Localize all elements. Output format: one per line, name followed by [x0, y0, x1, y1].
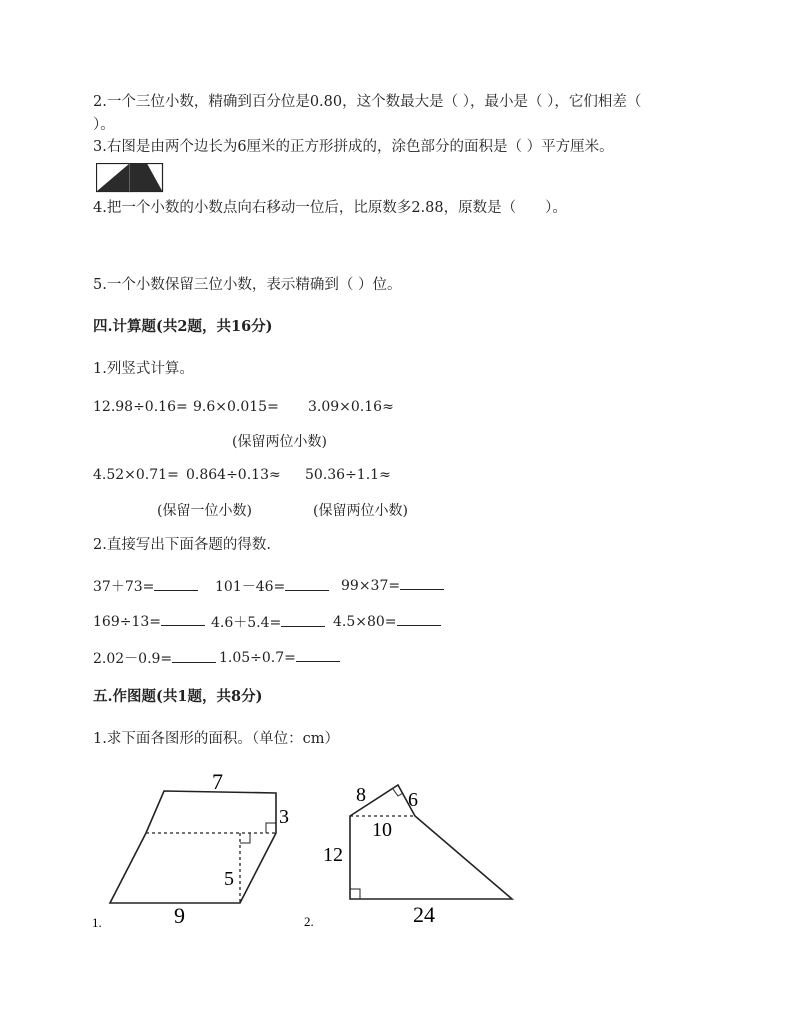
section-4-q2-title: 2.直接写出下面各题的得数. [93, 537, 271, 553]
figure-1-label-right: 3 [279, 806, 289, 828]
answer-blank [154, 577, 198, 591]
oral-item [211, 612, 325, 632]
figure-1-index: 1. [92, 915, 102, 930]
question-5: 5.一个小数保留三位小数，表示精确到（ ）位。 [93, 277, 402, 293]
calc-item: 12.98÷0.16= [93, 399, 188, 415]
section-4-title: 四.计算题(共2题，共16分) [93, 318, 273, 335]
oral-expression: 4.6＋5.4= [211, 615, 282, 631]
calc-item: 3.09×0.16≈ [308, 399, 394, 415]
question-4: 4.把一个小数的小数点向右移动一位后，比原数多2.88，原数是（ ）。 [93, 200, 567, 216]
figure-1-outline [110, 791, 276, 903]
figure-1 [88, 765, 308, 935]
figure-1-label-top: 7 [212, 769, 223, 794]
oral-expression: 1.05÷0.7= [219, 650, 296, 666]
question-2-line1: 2.一个三位小数，精确到百分位是0.80，这个数最大是（ ），最小是（ ），它们相差（ [93, 94, 642, 110]
question-3: 3.右图是由两个边长为6厘米的正方形拼成的，涂色部分的面积是（ ）平方厘米。 [93, 139, 614, 155]
round-note: (保留两位小数) [232, 434, 327, 450]
round-note: (保留两位小数) [313, 503, 408, 519]
oral-expression: 169÷13= [93, 614, 161, 630]
oral-expression: 4.5×80= [333, 614, 397, 630]
oral-expression: 99×37= [341, 578, 401, 594]
calc-item: 0.864÷0.13≈ [186, 467, 281, 483]
figure-2-outline [350, 785, 512, 899]
oral-item [219, 648, 340, 666]
figure-2-label-left: 12 [323, 844, 343, 866]
right-angle-mark [350, 889, 360, 899]
answer-blank [296, 648, 340, 662]
figure-2-label-bottom: 24 [413, 902, 435, 927]
section-5-q1-title: 1.求下面各图形的面积。（单位：cm） [93, 731, 339, 747]
right-angle-mark [266, 823, 276, 833]
answer-blank [161, 612, 205, 626]
oral-expression: 2.02－0.9= [93, 651, 173, 667]
oral-expression: 101－46= [215, 579, 286, 595]
figure-1-label-bottom: 9 [174, 903, 185, 928]
figure-1-label-height: 5 [224, 868, 234, 890]
answer-blank [172, 649, 216, 663]
answer-blank [397, 612, 441, 626]
two-squares-figure [96, 163, 164, 193]
figure-2-label-leg-a: 8 [356, 784, 366, 806]
question-2-line2: ）。 [93, 117, 115, 133]
section-4-q1-title: 1.列竖式计算。 [93, 361, 194, 377]
oral-item [341, 576, 444, 594]
calc-item: 50.36÷1.1≈ [305, 467, 391, 483]
answer-blank [285, 577, 329, 591]
section-5-title: 五.作图题(共1题，共8分) [93, 688, 263, 705]
answer-blank [400, 576, 444, 590]
oral-item [93, 612, 205, 630]
oral-item [93, 648, 216, 668]
calc-item: 4.52×0.71= [93, 467, 179, 483]
oral-expression: 37＋73= [93, 579, 155, 595]
answer-blank [281, 613, 325, 627]
oral-item [215, 576, 329, 596]
round-note: (保留一位小数) [157, 503, 252, 519]
calc-item: 9.6×0.015= [193, 399, 279, 415]
oral-item [93, 576, 198, 596]
figure-2 [302, 768, 524, 936]
right-angle-mark [240, 833, 250, 843]
figure-2-index: 2. [304, 914, 314, 929]
figure-2-label-leg-b: 6 [408, 789, 418, 811]
oral-item [333, 612, 441, 630]
figure-2-label-hyp: 10 [372, 819, 392, 841]
